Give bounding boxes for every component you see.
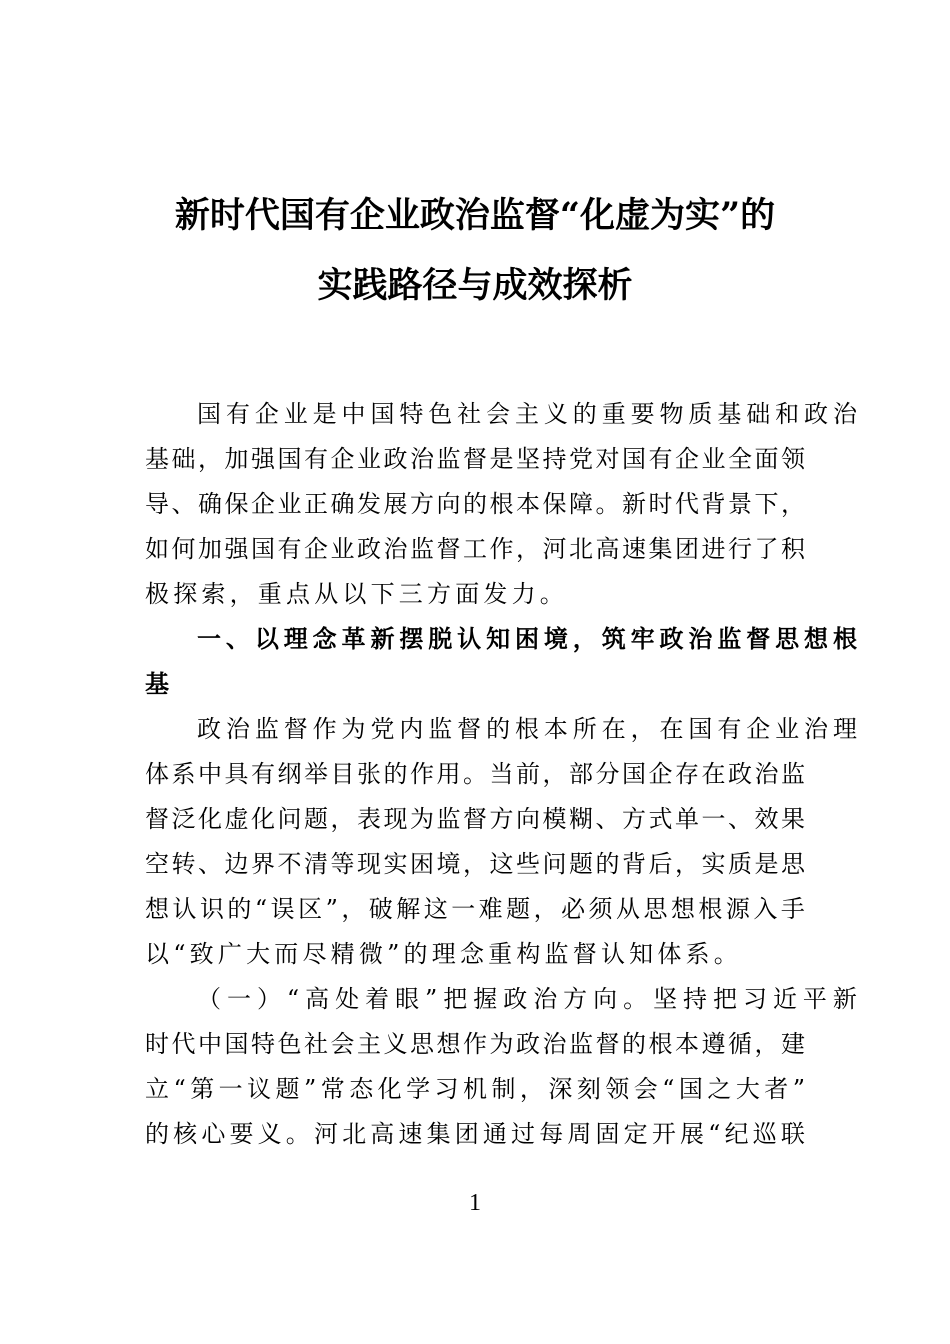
paragraph-line: 以“致广大而尽精微”的理念重构监督认知体系。 <box>145 940 742 968</box>
subsection-paragraph-line: （ 一 ） “ 高 处 着 眼 ” 把 握 政 治 方 向 。 坚 持 把 习 近 平 新 <box>197 985 857 1013</box>
paragraph-line: 政 治 监 督 作 为 党 内 监 督 的 根 本 所 在 ， 在 国 有 企 业 治 理 <box>197 715 857 743</box>
paragraph-line: 督 泛 化 虚 化 问 题 ， 表 现 为 监 督 方 向 模 糊 、 方 式 单 一 、 效 果 <box>145 805 805 833</box>
section-heading: 一 、 以 理 念 革 新 摆 脱 认 知 困 境 ， 筑 牢 政 治 监 督 思 想 根 <box>197 625 857 653</box>
page-number: 1 <box>469 1190 481 1216</box>
paragraph-line: 极探索，重点从以下三方面发力。 <box>145 580 568 608</box>
section-heading-continued: 基 <box>145 670 174 698</box>
paragraph-line: 导 、 确 保 企 业 正 确 发 展 方 向 的 根 本 保 障 。 新 时 代 背 景 下 ， <box>145 490 805 518</box>
paragraph-line: 空 转 、 边 界 不 清 等 现 实 困 境 ， 这 些 问 题 的 背 后 ， 实 质 是 思 <box>145 850 805 878</box>
paragraph-line: 的 核 心 要 义 。 河 北 高 速 集 团 通 过 每 周 固 定 开 展 “ 纪 巡 联 <box>145 1120 805 1148</box>
paragraph-line: 体 系 中 具 有 纲 举 目 张 的 作 用 。 当 前 ， 部 分 国 企 存 在 政 治 监 <box>145 760 805 788</box>
paragraph-line: 如 何 加 强 国 有 企 业 政 治 监 督 工 作 ， 河 北 高 速 集 团 进 行 了 积 <box>145 535 805 563</box>
paragraph-line: 时 代 中 国 特 色 社 会 主 义 思 想 作 为 政 治 监 督 的 根 本 遵 循 ， 建 <box>145 1030 805 1058</box>
document-title-line-1: 新时代国有企业政治监督“化虚为实”的 <box>174 195 776 236</box>
paragraph-line: 想 认 识 的 “ 误 区 ” ， 破 解 这 一 难 题 ， 必 须 从 思 想 根 源 入 手 <box>145 895 805 923</box>
document-title-line-2: 实践路径与成效探析 <box>317 265 633 306</box>
paragraph-line: 立 “ 第 一 议 题 ” 常 态 化 学 习 机 制 ， 深 刻 领 会 “ 国 之 大 者 ” <box>145 1075 805 1103</box>
paragraph-line: 国 有 企 业 是 中 国 特 色 社 会 主 义 的 重 要 物 质 基 础 和 政 治 <box>197 400 857 428</box>
paragraph-line: 基 础 ， 加 强 国 有 企 业 政 治 监 督 是 坚 持 党 对 国 有 企 业 全 面 领 <box>145 445 805 473</box>
